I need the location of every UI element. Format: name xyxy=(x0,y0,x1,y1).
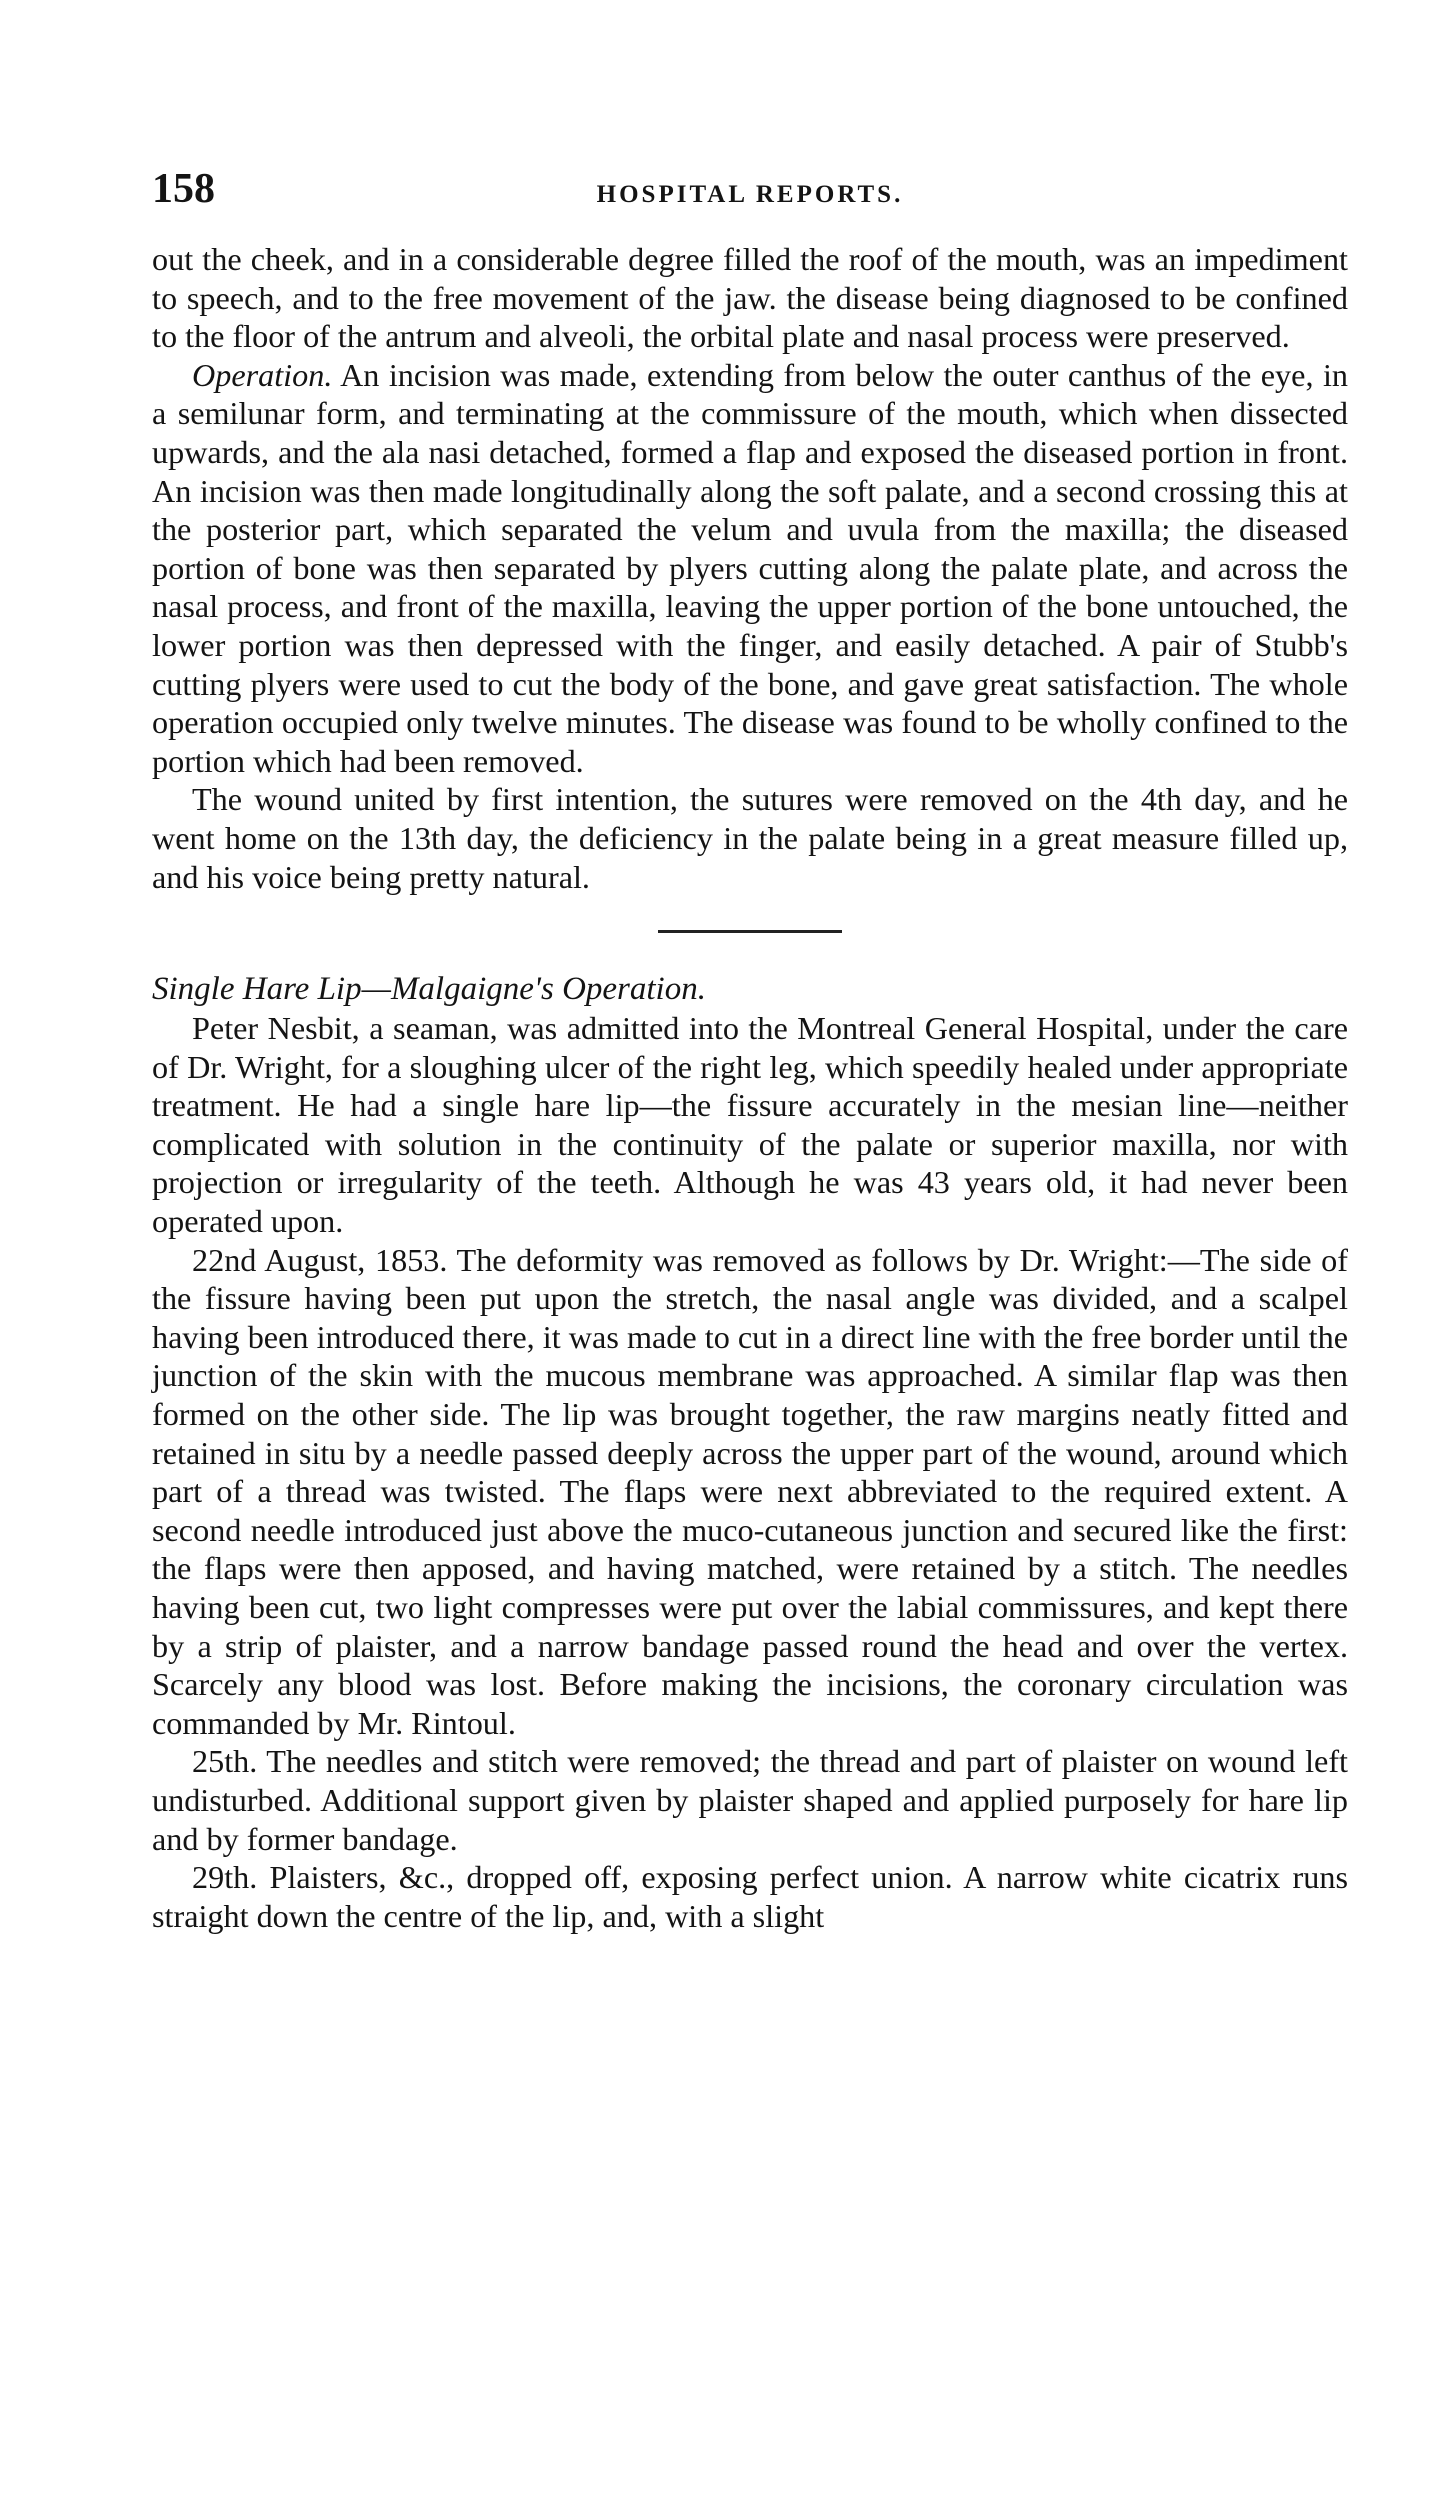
day-29-paragraph: 29th. Plaisters, &c., dropped off, exposing perfect union. A narrow white cicatrix runs straight down the centre of the lip, and, with a slight xyxy=(152,1859,1348,1934)
operation-account-paragraph: 22nd August, 1853. The deformity was removed as follows by Dr. Wright:—The side of the fissure having been put upon the stretch, the nasal angle was divided, and a scalpel having been introduced there, it was made to cut in a direct line with the free border until the junction of the skin with the mucous membrane was approached. A similar flap was then formed on the other side. The lip was brought together, the raw margins neatly fitted and retained in situ by a needle passed deeply across the upper part of the wound, around which part of a thread was twisted. The flaps were next abbreviated to the required extent. A second needle introduced just above the muco-cutaneous junction and secured like the first: the flaps were then apposed, and having matched, were retained by a stitch. The needles having been cut, two light compresses were put over the labial commissures, and kept there by a strip of plaister, and a narrow bandage passed round the head and over the vertex. Scarcely any blood was lost. Before making the incisions, the coronary circulation was commanded by Mr. Rintoul. xyxy=(152,1241,1348,1741)
operation-paragraph xyxy=(152,356,1348,781)
operation-lead: Operation. xyxy=(192,356,333,393)
wound-paragraph: The wound united by first intention, the sutures were removed on the 4th day, and he went home on the 13th day, the deficiency in the palate being in a great measure filled up, and his voice being pretty natural. xyxy=(152,781,1348,895)
day-25-paragraph: 25th. The needles and stitch were removed; the thread and part of plaister on wound left undisturbed. Additional support given by plaister shaped and applied purposely for hare lip and by former bandage. xyxy=(152,1743,1348,1857)
running-head: HOSPITAL REPORTS. xyxy=(596,181,904,208)
section-title: Single Hare Lip—Malgaigne's Operation. xyxy=(152,971,706,1008)
page-number: 158 xyxy=(152,166,215,212)
case-paragraph: Peter Nesbit, a seaman, was admitted into the Montreal General Hospital, under the care of Dr. Wright, for a sloughing ulcer of the right leg, which speedily healed under appropriate treatment. He had a single hare lip—the fissure accurately in the mesian line—neither complicated with solution in the continuity of the palate or superior maxilla, nor with projection or irregularity of the teeth. Although he was 43 years old, it had never been operated upon. xyxy=(152,1010,1348,1240)
page-header xyxy=(152,168,1348,228)
operation-text: An incision was made, extending from below the outer canthus of the eye, in a semilunar form, and terminating at the commissure of the mouth, which when dissected upwards, and the ala nasi detached, formed a flap and exposed the diseased portion in front. An incision was then made longitudinally along the soft palate, and a second crossing this at the posterior part, which separated the velum and uvula from the maxilla; the diseased portion of bone was then separated by plyers cutting along the palate plate, and across the nasal process, and front of the maxilla, leaving the upper portion of the bone untouched, the lower portion was then depressed with the finger, and easily detached. A pair of Stubb's cutting plyers were used to cut the body of the bone, and gave great satisfaction. The whole operation occupied only twelve minutes. The disease was found to be wholly confined to the portion which had been removed. xyxy=(152,356,1348,779)
body-text xyxy=(152,240,1348,1935)
continuation-paragraph: out the cheek, and in a considerable degree filled the roof of the mouth, was an impediment to speech, and to the free movement of the jaw. the disease being diagnosed to be confined to the floor of the antrum and alveoli, the orbital plate and nasal process were preserved. xyxy=(152,241,1348,355)
section-divider xyxy=(658,930,842,933)
